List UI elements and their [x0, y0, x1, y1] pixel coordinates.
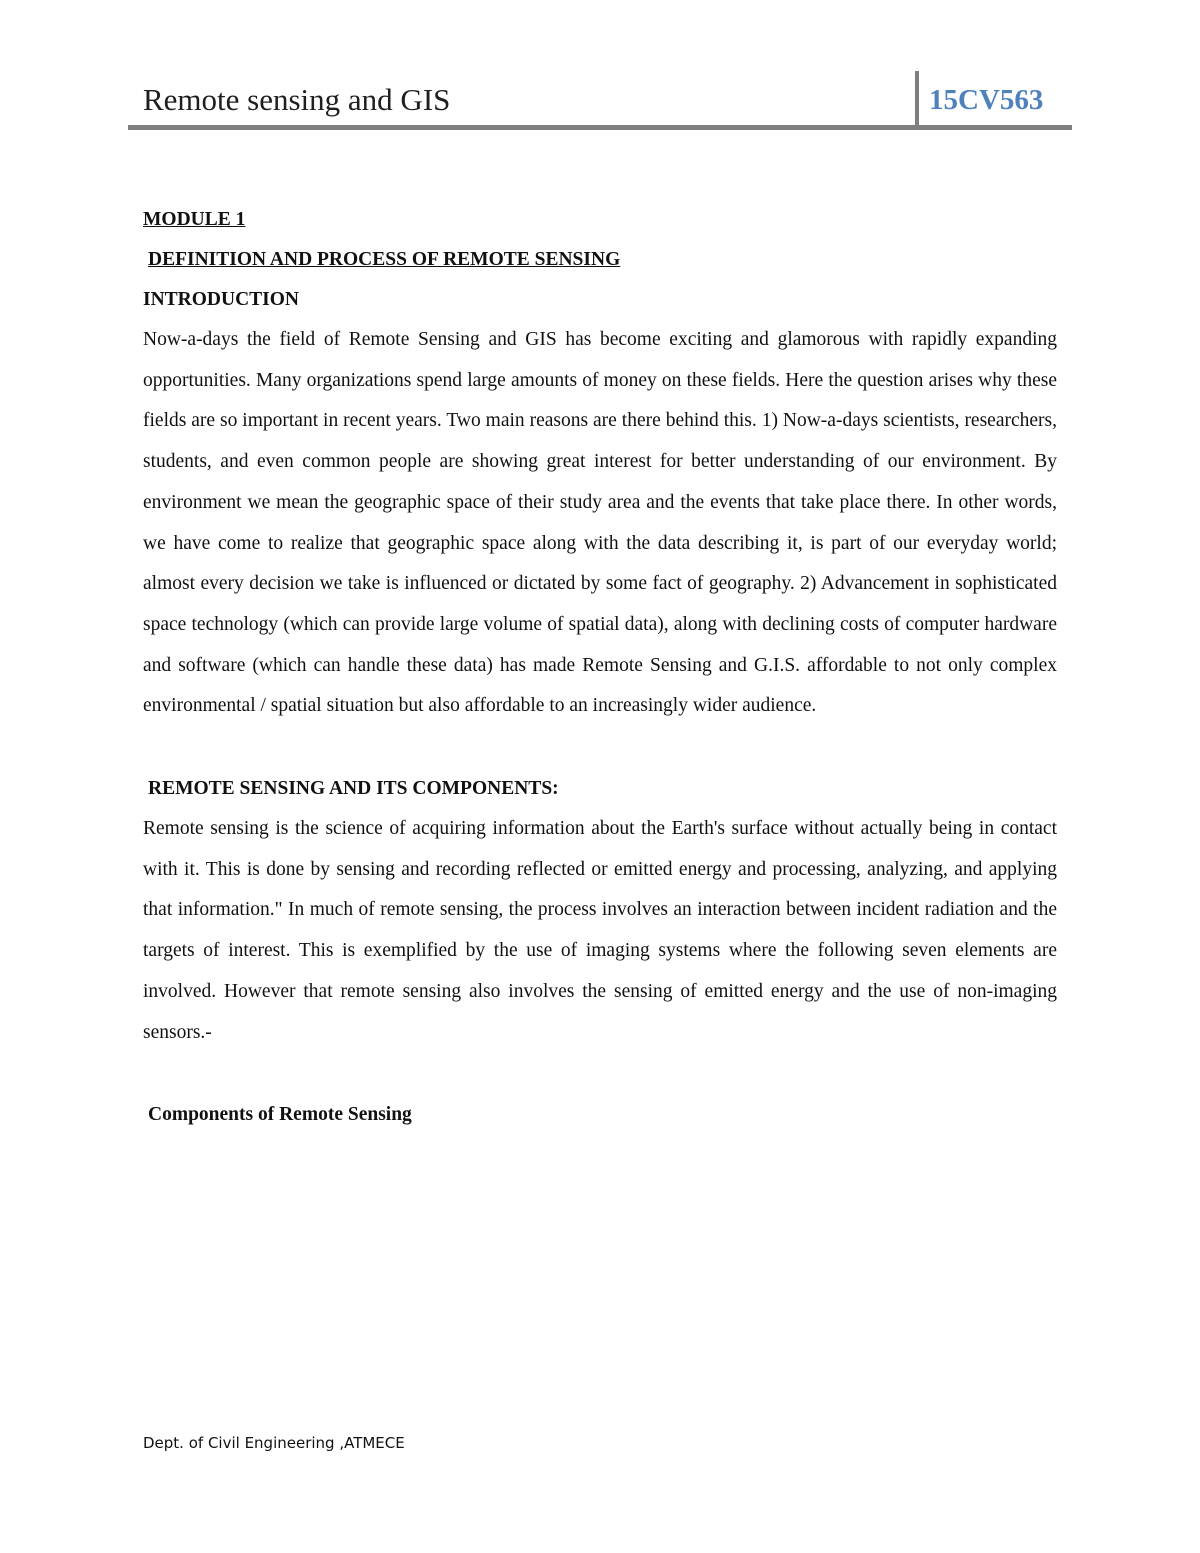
module-heading: MODULE 1 — [143, 209, 246, 230]
page-footer: Dept. of Civil Engineering ,ATMECE — [143, 1434, 405, 1452]
course-code: 15CV563 — [929, 84, 1044, 116]
section-heading-wrapper — [143, 240, 1057, 280]
document-body — [143, 200, 1057, 1135]
spacer — [143, 1053, 1057, 1095]
introduction-heading: INTRODUCTION — [143, 289, 300, 310]
header-horizontal-rule — [128, 125, 1072, 130]
components-heading: REMOTE SENSING AND ITS COMPONENTS: — [148, 778, 559, 800]
section-heading: DEFINITION AND PROCESS OF REMOTE SENSING — [148, 249, 621, 270]
introduction-paragraph: Now-a-days the field of Remote Sensing and GIS has become exciting and glamorous with rapidly expanding opportunities. Many organizations spend large amounts of money on these fields. Here the question arises why these fields are so important in recent years. Two main reasons are there behind this. 1) Now-a-days scientists, researchers, students, and even common people are showing great interest for better understanding of our environment. By environment we mean the geographic space of their study area and the events that take place there. In other words, we have come to realize that geographic space along with the data describing it, is part of our everyday world; almost every decision we take is influenced or dictated by some fact of geography. 2) Advancement in sophisticated space technology (which can provide large volume of spatial data), along with declining costs of computer hardware and software (which can handle these data) has made Remote Sensing and G.I.S. affordable to not only complex environmental / spatial situation but also affordable to an increasingly wider audience. — [143, 329, 1057, 717]
components-subheading: Components of Remote Sensing — [148, 1104, 412, 1126]
spacer — [143, 727, 1057, 769]
page-header-title: Remote sensing and GIS — [143, 82, 451, 117]
header-vertical-divider — [915, 71, 919, 128]
components-paragraph: Remote sensing is the science of acquiring information about the Earth's surface without actually being in contact with it. This is done by sensing and recording reflected or emitted energy and processing, analyzing, and applying that information." In much of remote sensing, the process involves an interaction between incident radiation and the targets of interest. This is exemplified by the use of imaging systems where the following seven elements are involved. However that remote sensing also involves the sensing of emitted energy and the use of non-imaging sensors.- — [143, 818, 1057, 1043]
